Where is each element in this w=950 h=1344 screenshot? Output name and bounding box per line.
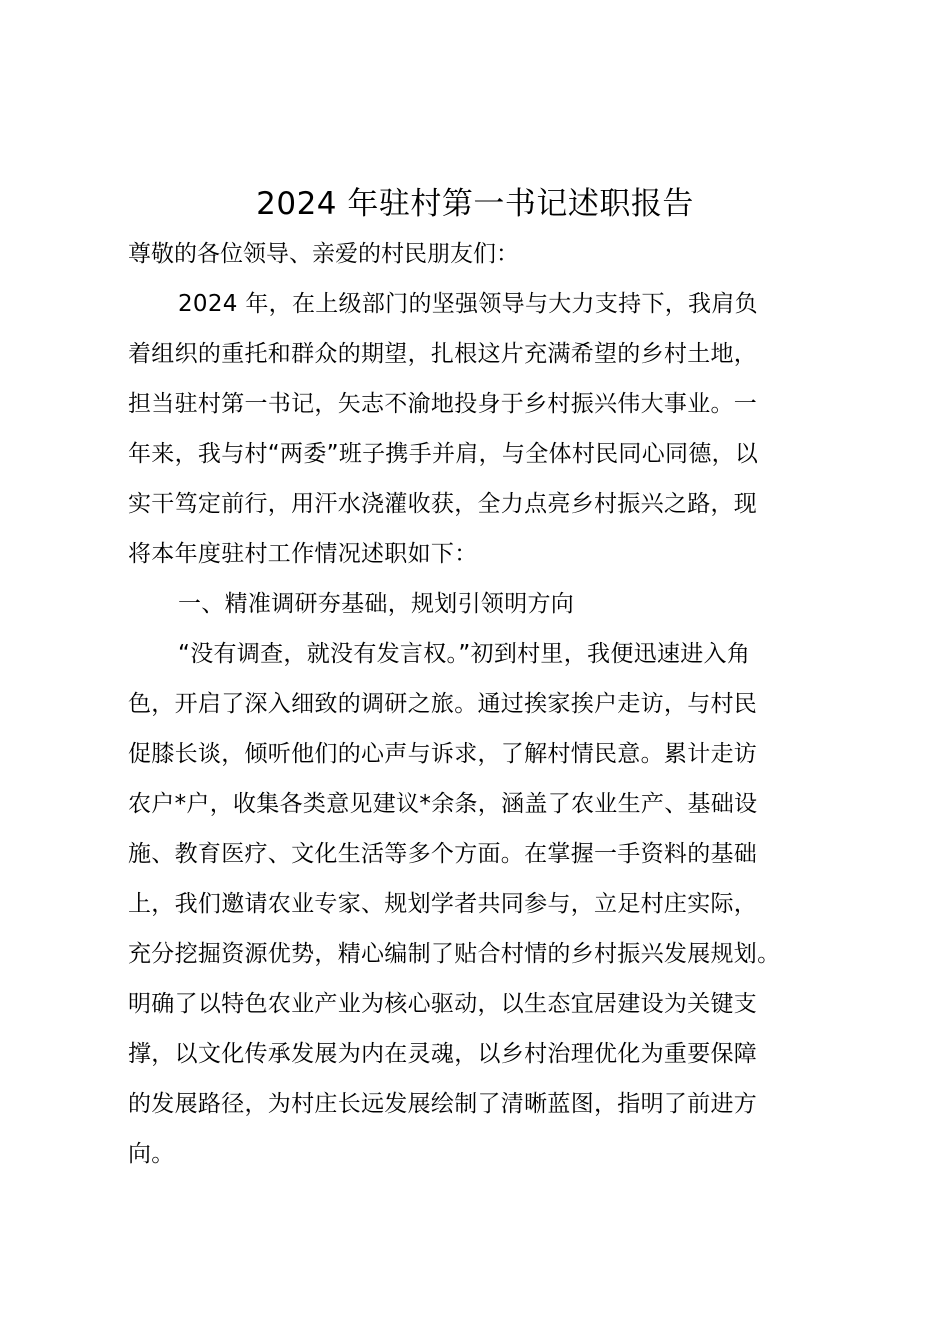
paragraph-2-line: “没有调查，就没有发言权。”初到村里，我便迅速进入角: [178, 641, 751, 667]
paragraph-2-line: 上，我们邀请农业专家、规划学者共同参与，立足村庄实际，: [128, 891, 758, 917]
paragraph-2-line: 明确了以特色农业产业为核心驱动，以生态宜居建设为关键支: [128, 991, 758, 1017]
paragraph-2-line: 色，开启了深入细致的调研之旅。通过挨家挨户走访，与村民: [128, 691, 758, 717]
paragraph-2-line: 施、教育医疗、文化生活等多个方面。在掌握一手资料的基础: [128, 841, 758, 867]
paragraph-1-line: 着组织的重托和群众的期望，扎根这片充满希望的乡村土地，: [128, 341, 758, 367]
paragraph-1-line: 实干笃定前行，用汗水浇灌收获，全力点亮乡村振兴之路，现: [128, 491, 758, 517]
paragraph-1-line: 年来，我与村“两委”班子携手并肩，与全体村民同心同德，以: [128, 441, 759, 467]
paragraph-2-line: 农户*户，收集各类意见建议*余条，涵盖了农业生产、基础设: [128, 791, 758, 817]
paragraph-2-line: 向。: [128, 1141, 175, 1167]
paragraph-2-line: 促膝长谈，倾听他们的心声与诉求，了解村情民意。累计走访: [128, 741, 758, 767]
paragraph-1-line: 2024 年，在上级部门的坚强领导与大力支持下，我肩负: [178, 291, 758, 317]
document-title: 2024 年驻村第一书记述职报告: [256, 186, 694, 222]
salutation: 尊敬的各位领导、亲爱的村民朋友们：: [128, 241, 519, 267]
section-heading: 一、精准调研夯基础，规划引领明方向: [178, 591, 575, 617]
paragraph-1-line: 将本年度驻村工作情况述职如下：: [128, 541, 478, 567]
paragraph-2-line: 的发展路径，为村庄长远发展绘制了清晰蓝图，指明了前进方: [128, 1091, 758, 1117]
paragraph-1-line: 担当驻村第一书记，矢志不渝地投身于乡村振兴伟大事业。一: [128, 391, 758, 417]
paragraph-2-line: 撑，以文化传承发展为内在灵魂，以乡村治理优化为重要保障: [128, 1041, 758, 1067]
paragraph-2-line: 充分挖掘资源优势，精心编制了贴合村情的乡村振兴发展规划。: [128, 941, 781, 967]
